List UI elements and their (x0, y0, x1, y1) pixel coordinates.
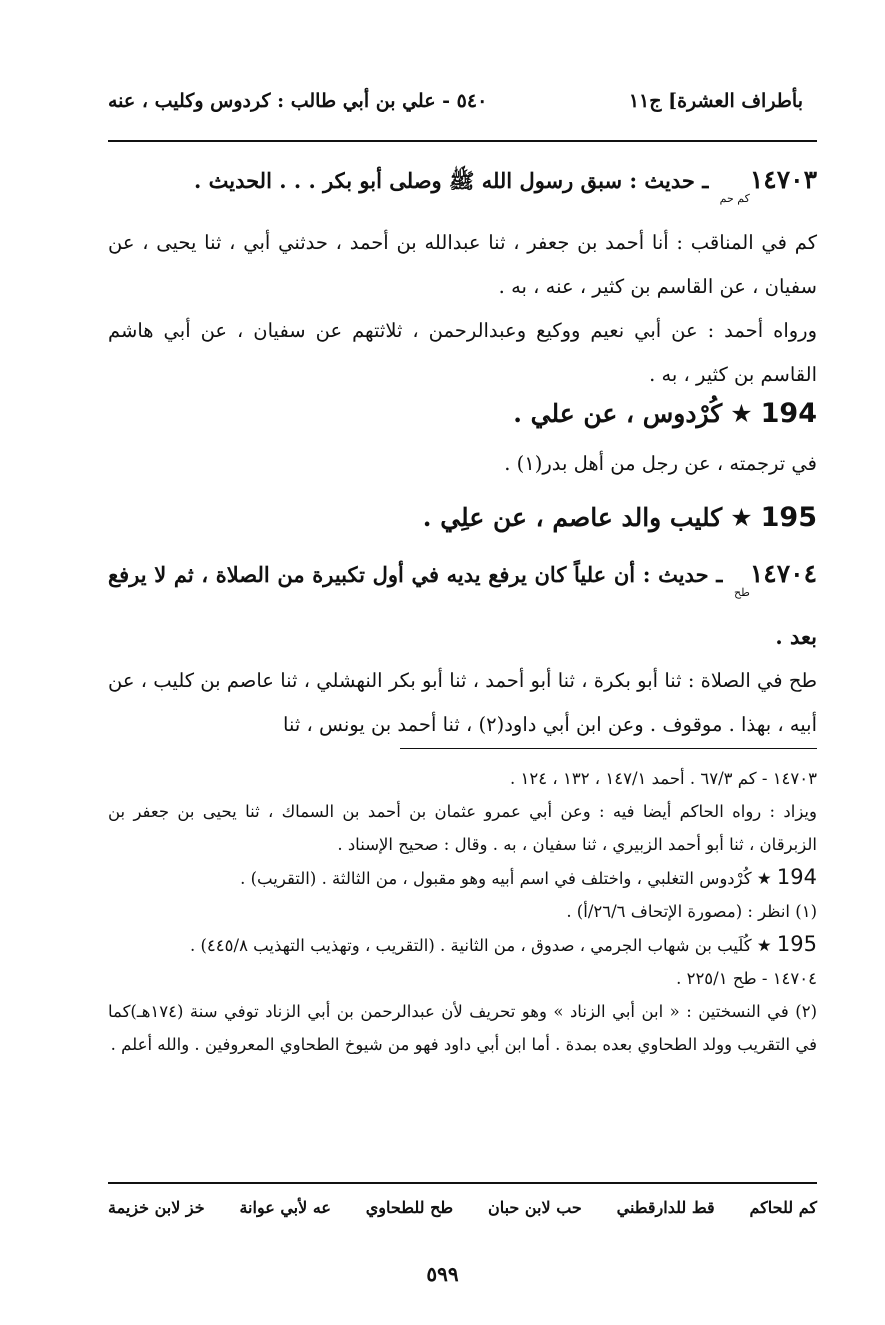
footnote-text: كُلَيب بن شهاب الجرمي ، صدوق ، من الثانية . (التقريب ، وتهذيب التهذيب ٤٤٥/٨) . (189, 936, 752, 955)
footnotes (108, 762, 817, 1061)
abbreviation-item: كم للحاكم (749, 1198, 817, 1217)
abbreviation-item: خز لابن خزيمة (108, 1198, 205, 1217)
footnote-rule (400, 748, 817, 749)
rawi-195-heading (108, 490, 817, 546)
header-volume: بأطراف العشرة] ج١١ (628, 90, 803, 112)
hadith-14703-matn (108, 158, 817, 221)
hadith-number: ١٤٧٠٣ (749, 165, 817, 194)
star-icon: ★ (730, 503, 753, 532)
footnote-line: ١٤٧٠٤ - طح ٢٢٥/١ . (676, 969, 817, 988)
running-header (108, 90, 803, 112)
page-number: ٥٩٩ (426, 1262, 459, 1286)
header-rule (108, 140, 817, 142)
isnad-paragraph: كم في المناقب : أنا أحمد بن جعفر ، ثنا عبدالله بن أحمد ، حدثني أبي ، ثنا يحيى ، عن سفيان ، عن القاسم بن كثير ، عنه ، به . (108, 231, 817, 298)
hadith-number: ١٤٧٠٤ (749, 559, 817, 588)
footnote-line: ١٤٧٠٣ - كم ٦٧/٣ . أحمد ١٤٧/١ ، ١٣٢ ، ١٢٤ . (510, 769, 817, 788)
rawi-number: 194 (776, 865, 817, 889)
abbreviation-item: قط للدارقطني (616, 1198, 715, 1217)
star-icon: ★ (756, 936, 772, 955)
abbreviation-item: طح للطحاوي (365, 1198, 454, 1217)
star-icon: ★ (730, 399, 753, 428)
source-tag: طح (734, 586, 750, 599)
star-icon: ★ (756, 869, 772, 888)
hadith-14704 (108, 552, 817, 747)
hadith-14704-matn (108, 552, 817, 659)
isnad-paragraph: ورواه أحمد : عن أبي نعيم ووكيع وعبدالرحمن ، ثلاثتهم عن سفيان ، عن أبي هاشم القاسم بن كثير ، به . (108, 319, 817, 386)
footnote-text: كُرْدوس التغلبي ، واختلف في اسم أبيه وهو مقبول ، من الثالثة . (التقريب) . (240, 869, 752, 888)
footnote-line: ويزاد : رواه الحاكم أيضا فيه : وعن أبي عمرو عثمان بن أحمد بن السماك ، ثنا يحيى بن جعفر بن الزبرقان ، ثنا أبو أحمد الزبيري ، ثنا سفيان ، به . وقال : صحيح الإسناد . (108, 802, 817, 854)
hadith-14703 (108, 158, 817, 397)
rawi-number: 194 (760, 398, 817, 429)
source-tag: كم حم (719, 192, 750, 205)
footnote-line: (١) انظر : (مصورة الإتحاف ٢٦/٦/أ) . (566, 902, 817, 921)
abbreviations-key (108, 1198, 817, 1217)
abbreviation-item: حب لابن حبان (487, 1198, 582, 1217)
footnote-line: (٢) في النسختين : « ابن أبي الزناد » وهو تحريف لأن عبدالرحمن بن أبي الزناد توفي سنة (١٧٤هـ)كما في التقريب وولد الطحاوي بعده بمدة . أما ابن أبي داود فهو من شيوخ الطحاوي المعروفين . والله أعلم . (108, 1002, 817, 1054)
footnote-line (108, 861, 817, 895)
rawi-194-heading (108, 386, 817, 442)
rawi-number: 195 (760, 502, 817, 533)
rawi-title: كليب والد عاصم ، عن علِي . (422, 503, 723, 532)
abbreviations-rule (108, 1182, 817, 1184)
abbreviation-item: عه لأبي عوانة (239, 1198, 331, 1217)
rawi-194-detail: في ترجمته ، عن رجل من أهل بدر(١) . (504, 452, 817, 475)
rawi-title: كُرْدوس ، عن علي . (513, 399, 723, 428)
hadith-text: ـ حديث : سبق رسول الله ﷺ وصلى أبو بكر . . . الحديث . (194, 168, 709, 193)
isnad-paragraph: طح في الصلاة : ثنا أبو بكرة ، ثنا أبو أحمد ، ثنا أبو بكر النهشلي ، ثنا عاصم بن كليب ، عن أبيه ، بهذا . موقوف . وعن ابن أبي داود(٢) ، ثنا أحمد بن يونس ، ثنا (108, 669, 817, 736)
rawi-number: 195 (776, 932, 817, 956)
footnote-line (108, 928, 817, 962)
hadith-text: ـ حديث : أن علياً كان يرفع يديه في أول تكبيرة من الصلاة ، ثم لا يرفع بعد . (108, 562, 817, 649)
header-chapter: ٥٤٠ - علي بن أبي طالب : كردوس وكليب ، عنه (108, 90, 488, 112)
